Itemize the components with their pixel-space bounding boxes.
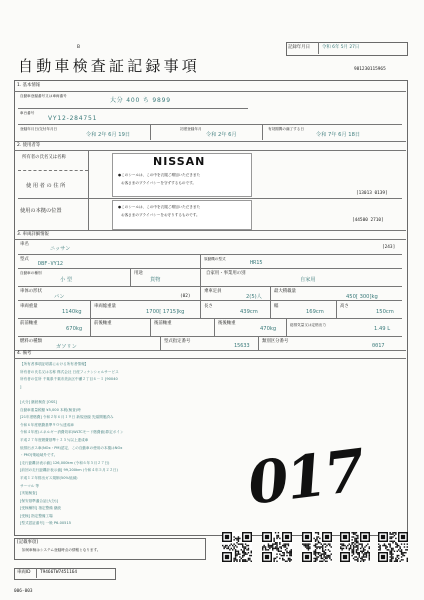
remark-line: [型式認証番号] 一般 P6-00515 — [20, 521, 72, 526]
notice-heading: [記載事項] — [17, 540, 38, 545]
engine-value: HR15 — [250, 260, 263, 266]
front-axle-value: 670kg — [66, 326, 83, 332]
base-code: [44500 2710] — [352, 218, 384, 223]
qr-code-icon — [262, 532, 292, 562]
front-rear-axle-label: 前後軸重 — [94, 321, 112, 326]
remark-line: 令和４年度(エネルギー消費効率(WLTCモード燃費値)算定ポイン — [20, 430, 124, 435]
section3-heading: 3. 車両詳細情報 — [17, 232, 49, 237]
displacement-value: 1.49 L — [374, 326, 391, 332]
record-date-label: 記録年月日 — [288, 45, 310, 50]
purpose-label: 自家用・事業用の別 — [206, 271, 246, 276]
sticker2-line2: お客さまのプライバシーをお守りするものです。 — [121, 213, 200, 217]
document-number: 981230115965 — [354, 67, 386, 72]
length-value: 439cm — [240, 309, 258, 315]
remark-line: [保安基準適合証(大分)] — [20, 498, 58, 503]
chassis-value: VY12-284751 — [48, 115, 98, 122]
vehicle-weight-label: 車両重量 — [20, 304, 38, 309]
use-label: 用途 — [134, 271, 143, 276]
remark-line: 平成１２年排出ガス規制(50%低減) — [20, 475, 78, 480]
max-load-label: 最大積載量 — [274, 289, 296, 294]
remark-line: [実施検査] — [20, 491, 38, 496]
remark-line — [20, 391, 320, 399]
body-shape-label: 車体の形状 — [20, 289, 42, 294]
page-title: 自動車検査証記録事項 — [18, 57, 201, 75]
sticker1-line2: お客さまのプライバシーを守ずするものです。 — [121, 181, 196, 185]
base-location-label: 使用の本拠の位置 — [20, 208, 62, 214]
expiry-value: 令和 7年 6月 18日 — [316, 132, 361, 138]
maker-value: ニッサン — [50, 246, 71, 252]
purpose-value: 自家用 — [300, 277, 316, 283]
remark-line: [受検種別] 指定整備 継続 — [20, 506, 62, 511]
rear-axle-label: 後後軸重 — [218, 321, 236, 326]
engine-label: 原動機の型式 — [204, 257, 226, 261]
qr-code-icon — [302, 532, 332, 562]
remark-line: サーマル 等 — [20, 483, 40, 488]
vehicle-id-label: 車両ID — [17, 570, 31, 575]
model-value: DBF-VY12 — [38, 261, 63, 267]
model-label: 型式 — [20, 257, 29, 262]
use-value: 貨物 — [150, 277, 161, 283]
chassis-label: 車台番号 — [20, 111, 35, 115]
sticker2-line1: ●このシールは、この中を衣服ご増加いただきまた — [118, 205, 201, 209]
remark-line: [21年度燃費] 令和２年６月１９日 新規登録 先頭開運済み — [20, 415, 114, 420]
length-label: 長さ — [204, 304, 213, 309]
reg-number-value: 大分 400 ち 9899 — [110, 97, 171, 104]
capacity-label: 乗車定員 — [204, 289, 222, 294]
gross-weight-label: 車両総重量 — [94, 304, 116, 309]
section1-heading: 1. 基本情報 — [17, 83, 41, 88]
qr-code-icon — [222, 532, 252, 562]
vehicle-type-value: 小 型 — [60, 277, 73, 283]
section4-heading: 4. 備考 — [17, 351, 32, 356]
remark-line: ・PM対策地域外です。 — [20, 453, 58, 458]
owner-code: [13013 0139] — [356, 191, 388, 196]
qr-code-icon — [378, 532, 408, 562]
remark-line: 令和６年度燃費基準９０％達成車 — [20, 422, 74, 427]
model-designation-label: 型式指定番号 — [164, 339, 191, 344]
capacity-value: 2(5)人 — [246, 294, 262, 300]
category-number-label: 類別区分番号 — [262, 339, 289, 344]
maker-code: [243] — [382, 245, 396, 250]
rear-front-axle-label: 後前軸重 — [154, 321, 172, 326]
remark-line: ] — [20, 384, 22, 389]
remark-line: [走行距離計表示値] 126,000km (令和６年５月２７日) — [20, 460, 110, 465]
first-reg-label: 初度登録年月 — [180, 127, 202, 131]
height-label: 高さ — [340, 304, 349, 309]
remark-line: 低排出ガス車(NOx・PM)認定、この自動車の使用の本拠はNOx — [20, 445, 123, 450]
vehicle-id-value: T9466TW7451164 — [40, 570, 78, 575]
remark-line: [受検] 指定整備工場 — [20, 513, 53, 518]
fuel-value: ガソリン — [56, 344, 77, 350]
body-shape-code: (02) — [180, 294, 191, 299]
handwritten-number: 017 — [244, 436, 367, 518]
mark-b: B — [77, 45, 81, 50]
expiry-label: 有効期間の満了する日 — [268, 127, 304, 131]
section2-heading: 2. 使用者等 — [17, 143, 41, 148]
width-label: 幅 — [274, 304, 279, 309]
model-designation-value: 15633 — [234, 343, 250, 349]
remark-line: 所有者の住所 千葉県千葉市美浜区中瀬２丁目６－１ [90040 — [20, 377, 118, 382]
rear-axle-value: 470kg — [260, 326, 277, 332]
nissan-logo: NISSAN — [153, 155, 206, 168]
displacement-label: 総排気量又は定格出力 — [290, 323, 326, 327]
width-value: 169cm — [306, 309, 324, 315]
max-load-value: 450[ 300]kg — [346, 294, 378, 300]
qr-code-icon — [340, 532, 370, 562]
owner-label: 所有者の氏名又は名称 — [22, 155, 66, 160]
page-code: 006-003 — [14, 589, 33, 594]
user-address-label: 使 用 者 の 住 所 — [26, 183, 66, 189]
remark-line: 所有者の氏名又は名称 株式会社 日産フィナンシャルサービス — [20, 369, 119, 374]
gross-weight-value: 1700[ 1715]kg — [146, 309, 185, 315]
remark-line: 【所有者事項証明書における所有者情報】 — [20, 362, 89, 366]
front-axle-label: 前前軸重 — [20, 321, 38, 326]
reg-number-label: 自動車登録番号又は車両番号 — [20, 94, 67, 98]
record-date-value: 令和 6年 5月 27日 — [322, 45, 360, 50]
notice-line: 如何車検はシステム登録時点の情報となります。 — [22, 548, 101, 552]
category-number-value: 0017 — [372, 343, 385, 349]
reg-date-label: 登録年月日/交付年月日 — [20, 127, 58, 131]
maker-label: 車名 — [20, 242, 29, 247]
body-shape-value: バン — [54, 294, 65, 300]
reg-date-value: 令和 2年 6月 19日 — [86, 132, 131, 138]
sticker1-line1: ●このシールは、この中を衣服ご増加いただきまた — [118, 173, 201, 177]
vehicle-weight-value: 1140kg — [62, 309, 82, 315]
remark-line: 自動車重量税額 ¥5,000 本税(検査)時 — [20, 407, 81, 412]
remark-line: [前回の走行距離計表示値] 99,200km (令和４年５月２２日) — [20, 468, 118, 473]
height-value: 150cm — [376, 309, 394, 315]
fuel-label: 燃料の種類 — [20, 339, 42, 344]
remark-line: [大分] 継続検査 [OSS] — [20, 399, 57, 404]
vehicle-type-label: 自動車の種別 — [20, 271, 42, 275]
first-reg-value: 令和 2年 6月 — [206, 132, 237, 138]
remark-line: 平成２７年度燃費基準＋２５％以上達成車 — [20, 437, 89, 442]
